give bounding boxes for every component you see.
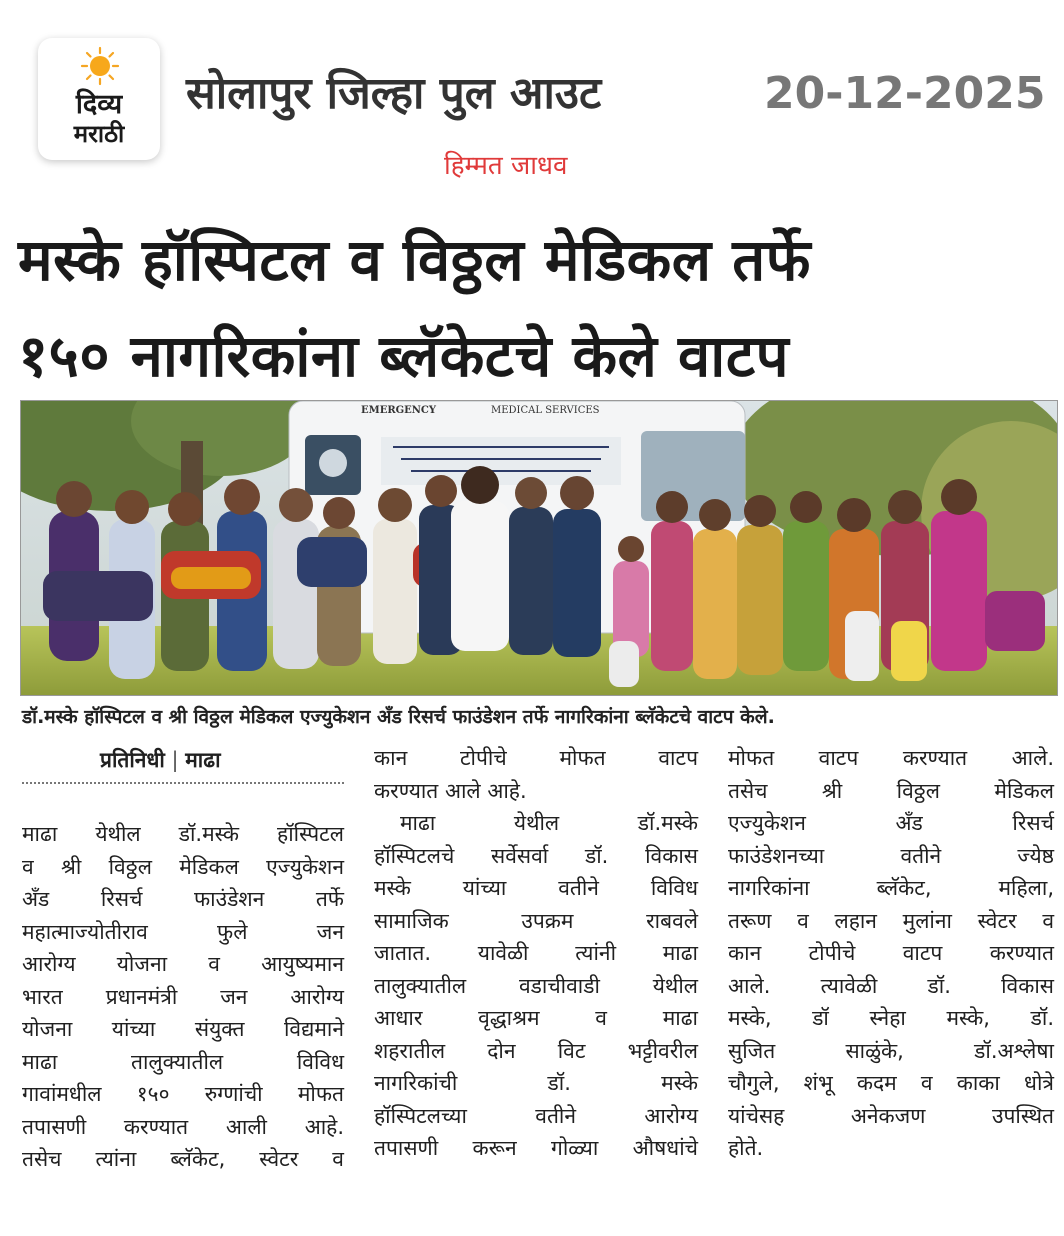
- col1-line: अँड रिसर्च फाउंडेशन तर्फे: [22, 887, 344, 911]
- col3-line: चौगुले, शंभू कदम व काका धोत्रे: [728, 1071, 1054, 1095]
- col2-line: हॉस्पिटलचे सर्वेसर्वा डॉ. विकास: [374, 843, 698, 868]
- divya-marathi-logo: [38, 38, 160, 160]
- author-name: हिम्मत जाधव: [444, 151, 568, 181]
- col2-line: जातात. यावेळी त्यांनी माढा: [374, 941, 698, 965]
- logo-text-line1: दिव्य: [75, 89, 123, 120]
- byline: [22, 742, 344, 784]
- sun-icon: [80, 46, 120, 86]
- col2-line: मस्के यांच्या वतीने विविध: [374, 876, 698, 900]
- col3-line: तरूण व लहान मुलांना स्वेटर व: [728, 908, 1054, 933]
- article-column-1: [22, 742, 344, 1176]
- col3-line: मोफत वाटप करण्यात आले.: [728, 746, 1054, 770]
- col3-line: एज्युकेशन अँड रिसर्च: [728, 811, 1054, 835]
- ambulance-emergency-text: EMERGENCY: [361, 405, 437, 416]
- col1-line: गावांमधील १५० रुग्णांची मोफत: [22, 1082, 344, 1106]
- logo-text-line2: मराठी: [73, 120, 125, 148]
- col2-line: नागरिकांची डॉ. मस्के: [374, 1071, 698, 1095]
- col2-line: सामाजिक उपक्रम राबवले: [374, 908, 698, 933]
- event-photo-illustration: [21, 401, 1057, 695]
- col3-line: आले. त्यावेळी डॉ. विकास: [728, 973, 1054, 998]
- col1-line: व श्री विठ्ठल मेडिकल एज्युकेशन: [22, 854, 344, 879]
- photo-caption: डॉ.मस्के हॉस्पिटल व श्री विठ्ठल मेडिकल एज्युकेशन अँड रिसर्च फाउंडेशन तर्फे नागरिकांना ब्लॅकेटचे वाटप केले.: [22, 706, 775, 728]
- col2-line: आधार वृद्धाश्रम व माढा: [374, 1006, 698, 1030]
- news-photo: [20, 400, 1058, 696]
- col1-line: भारत प्रधानमंत्री जन आरोग्य: [22, 984, 344, 1009]
- col3-line: मस्के, डॉ स्नेहा मस्के, डॉ.: [728, 1006, 1054, 1030]
- byline-separator: |: [164, 748, 186, 772]
- col2-line: तालुक्यातील वडाचीवाडी येथील: [374, 973, 698, 998]
- col3-line: यांचेसह अनेकजण उपस्थित: [728, 1103, 1054, 1128]
- col3-line: सुजित साळुंके, डॉ.अश्लेषा: [728, 1038, 1054, 1063]
- col2-line: हॉस्पिटलच्या वतीने आरोग्य: [374, 1103, 698, 1128]
- col1-line: माढा येथील डॉ.मस्के हॉस्पिटल: [22, 822, 344, 846]
- col3-line: तसेच श्री विठ्ठल मेडिकल: [728, 778, 1054, 803]
- article-column-2: [374, 742, 698, 1165]
- headline-line2: १५० नागरिकांना ब्लॅकेटचे केले वाटप: [18, 322, 790, 390]
- ambulance-services-text: MEDICAL SERVICES: [491, 405, 600, 416]
- article-column-3: [728, 742, 1054, 1165]
- col1-line: तपासणी करण्यात आली आहे.: [22, 1114, 344, 1139]
- page-header: [0, 0, 1064, 200]
- col2-line: कान टोपीचे मोफत वाटप: [374, 746, 698, 770]
- edition-date: 20-12-2025: [764, 68, 1046, 119]
- byline-label: प्रतिनिधी: [100, 748, 165, 772]
- col1-line: महात्माज्योतीराव फुले जन: [22, 919, 344, 944]
- col1-line: माढा तालुक्यातील विविध: [22, 1049, 344, 1074]
- col1-line: आरोग्य योजना व आयुष्यमान: [22, 952, 344, 976]
- col2-line: शहरातील दोन विट भट्टीवरील: [374, 1038, 698, 1063]
- col3-line: फाउंडेशनच्या वतीने ज्येष्ठ: [728, 843, 1054, 868]
- col3-line: कान टोपीचे वाटप करण्यात: [728, 941, 1054, 965]
- headline-line1: मस्के हॉस्पिटल व विठ्ठल मेडिकल तर्फे: [18, 226, 811, 294]
- edition-title: सोलापुर जिल्हा पुल आउट: [186, 68, 602, 119]
- col2-line: करण्यात आले आहे.: [374, 778, 527, 803]
- col2-line: तपासणी करून गोळ्या औषधांचे: [374, 1136, 698, 1160]
- col3-line: होते.: [728, 1136, 764, 1160]
- col1-line: तसेच त्यांना ब्लॅकेट, स्वेटर व: [22, 1147, 344, 1171]
- col1-line: योजना यांच्या संयुक्त विद्यमाने: [22, 1017, 344, 1041]
- col3-line: नागरिकांना ब्लॅकेट, महिला,: [728, 876, 1054, 900]
- byline-place: माढा: [185, 748, 221, 772]
- col2-line: माढा येथील डॉ.मस्के: [400, 811, 698, 835]
